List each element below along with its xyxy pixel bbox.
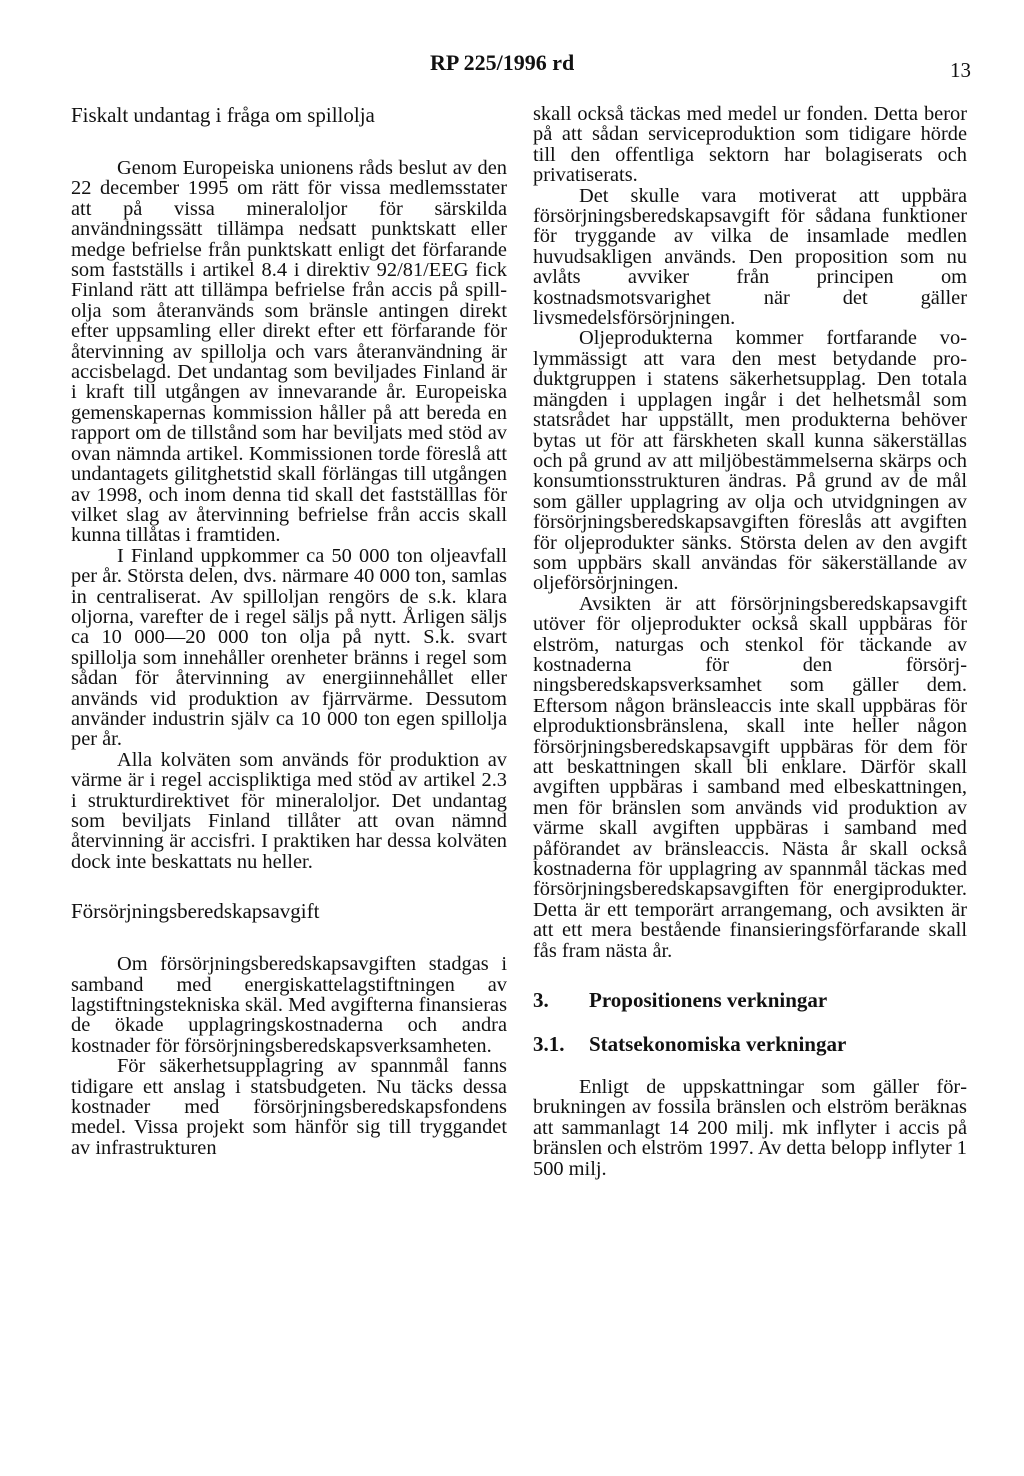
section-number: 3. bbox=[533, 988, 549, 1013]
page-number: 13 bbox=[950, 58, 971, 82]
section-heading-3 bbox=[533, 989, 967, 1011]
document-id: RP 225/1996 rd bbox=[430, 50, 575, 75]
paragraph: Om försörjningsberedskapsavgiften stadgas i samband med energiskattelagstiftningen av lagstiftningstekniska skäl. Med avgifterna finansieras de ökade upplagringskostnaderna och andra kostnader för försörjningsberedskapsverksamheten. bbox=[71, 953, 507, 1057]
section-title: Statsekonomiska verkningar bbox=[589, 1032, 847, 1057]
section-number: 3.1. bbox=[533, 1032, 565, 1057]
paragraph: Avsikten är att försörjningsberedskapsavgift utöver för oljeprodukter också skall uppbäras för elström, naturgas och stenkol för täckande av kostnaderna för den försörjningsberedskapsverksamhet som gäller dem. Eftersom någon bränsleaccis inte skall uppbäras för elproduktionsbränslena, skall inte heller någon försörjningsberedskapsavgift uppbäras för dem för att beskattningen skall bli enklare. Därför skall avgiften uppbäras i samband med elbeskattningen, men för bränslen som används vid produktion av värme skall avgiften uppbäras i samband med påförandet av bränsleaccis. Nästa år skall också kostnaderna för upplagring av spannmål täckas med försörjningsberedskapsavgiften för energiprodukter. Detta är ett temporärt arrangemang, och avsikten är att ett mera bestående finansieringsförfarande skall fås fram nästa år. bbox=[533, 592, 967, 962]
left-column bbox=[71, 104, 507, 1158]
page-header bbox=[0, 50, 1024, 90]
right-column bbox=[533, 104, 967, 1179]
section-heading-spillolja: Fiskalt undantag i fråga om spillolja bbox=[71, 103, 375, 127]
section-title: Propositionens verkningar bbox=[589, 988, 828, 1013]
paragraph: För säkerhetsupplagring av spannmål fanns tidigare ett anslag i statsbudgeten. Nu täcks dessa kostnader med försörjningsberedskapsfondens medel. Vissa projekt som hänför sig till tryggandet av infrastrukturen bbox=[71, 1055, 507, 1159]
paragraph: Alla kolväten som används för produktion av värme är i regel accispliktiga med stöd av artikel 2.3 i strukturdirektivet för mineraloljor. Det undantag som beviljats Finland tillåter att ovan nämnd återvinning är accisfri. I praktiken har dessa kolväten dock inte beskattats nu heller. bbox=[71, 748, 507, 873]
paragraph: Oljeprodukterna kommer fortfarande volymmässigt att vara den mest betydande produktgruppen i statens säkerhetsupplag. Den totala mängden i upplagen ingår i det helhetsmål som statsrådet har uppställt, men produkterna behöver bytas ut för att färskheten skall kunna säkerställas och på grund av att miljöbestämmelserna skärps och konsumtionsstrukturen ändras. På grund av de mål som gäller upplagring av olja och utvidgningen av försörjningsberedskapsavgiften föreslås att avgiften för oljeprodukter sänks. Största delen av den avgift som uppbärs skall användas för säkerställande av oljeförsörjningen. bbox=[533, 327, 967, 595]
paragraph: skall också täckas med medel ur fonden. Detta beror på att sådan serviceproduktion som tidigare hörde till den offentliga sektorn har bolagiserats och privatiserats. bbox=[533, 103, 967, 187]
paragraph: Genom Europeiska unionens råds beslut av den 22 december 1995 om rätt för vissa medlemsstater att på vissa mineraloljor för särskilda användningssätt tillämpa nedsatt punktskatt eller medge befrielse från punktskatt enligt det förfarande som fastställs i artikel 8.4 i direktiv 92/81/EEG fick Finland rätt att tillämpa befrielse från accis på spillolja som återanvänds som bränsle antingen direkt efter uppsamling eller direkt efter ett förfarande för återvinning av spillolja och vars återanvändning är accisbelagd. Det undantag som beviljades Finland är i kraft till utgången av innevarande år. Europeiska gemenskapernas kommission håller på att bereda en rapport om de tillstånd som har beviljats med stöd av ovan nämnda artikel. Kommissionen torde föreslå att undantagets gilitghetstid skall förlängas till utgången av 1998, och inom denna tid skall det fastställlas för vilket slag av återvinning befrielse från accis skall kunna tillåtas i framtiden. bbox=[71, 157, 507, 547]
paragraph: Det skulle vara motiverat att uppbära försörjningsberedskapsavgift för sådana funktioner för tryggande av vilka de insamlade medlen huvudsakligen används. Den proposition som nu avlåts avviker från principen om kostnadsmotsvarighet när det gäller livsmedelsförsörjningen. bbox=[533, 184, 967, 330]
section-heading-forsorjningsberedskapsavgift: Försörjningsberedskapsavgift bbox=[71, 899, 320, 924]
section-heading-3-1 bbox=[533, 1033, 967, 1055]
paragraph: Enligt de uppskattningar som gäller förbrukningen av fossila bränslen och elström beräknas att sammanlagt 14 200 milj. mk inflyter i accis på bränslen och elström 1997. Av detta belopp inflyter 1 500 milj. bbox=[533, 1076, 967, 1180]
paragraph: I Finland uppkommer ca 50 000 ton oljeavfall per år. Största delen, dvs. närmare 40 000 ton, samlas in centraliserat. Av spilloljan rengörs de s.k. klara oljorna, varefter de i regel säljs på nytt. Årligen säljs ca 10 000—20 000 ton olja på nytt. S.k. svart spillolja som innehåller orenheter bränns i regel som sådan för återvinning av energiinnehållet eller används vid produktion av fjärrvärme. Dessutom använder industrin själv ca 10 000 ton egen spillolja per år. bbox=[71, 544, 507, 751]
